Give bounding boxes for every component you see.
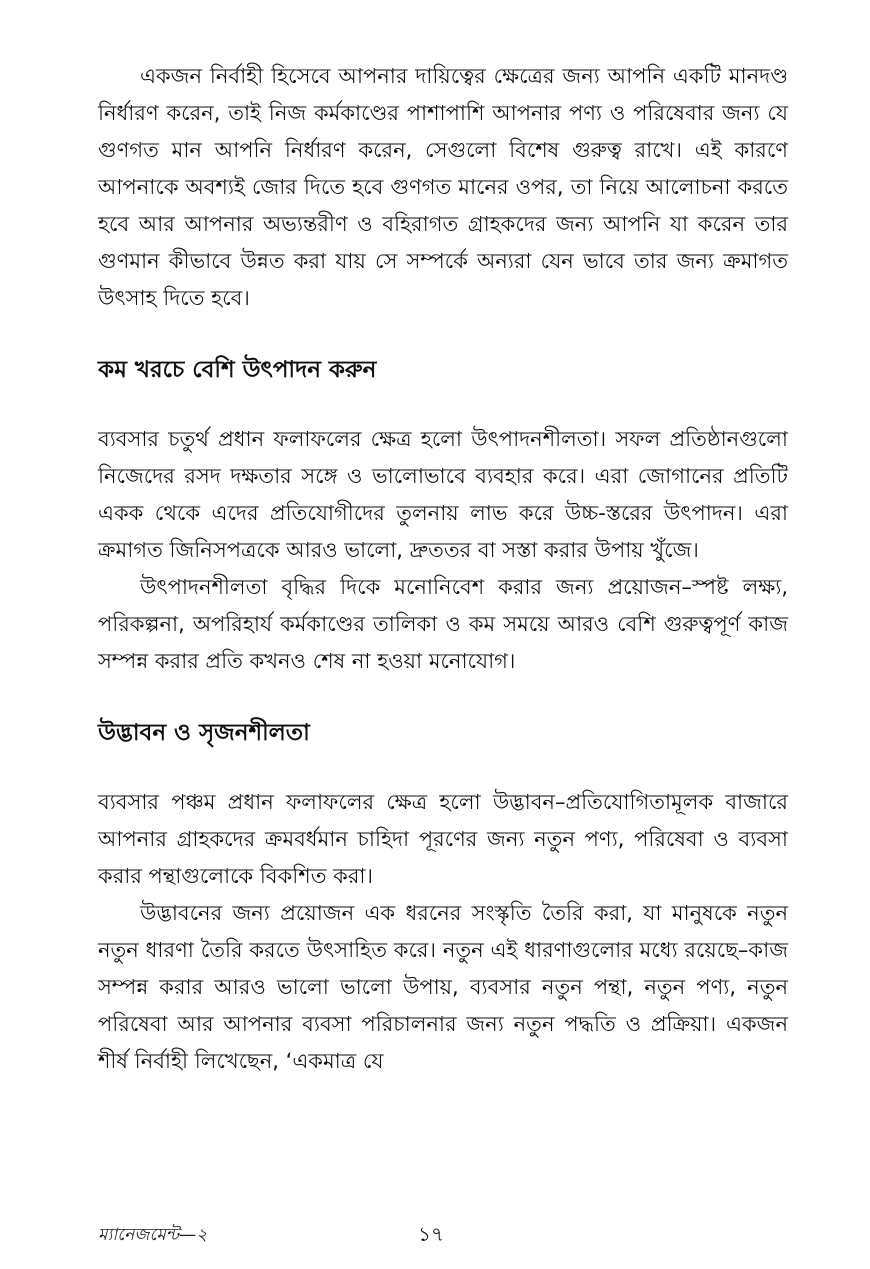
innovation-paragraph-2: উদ্ভাবনের জন্য প্রয়োজন এক ধরনের সংস্কৃতি তৈরি করা, যা মানুষকে নতুন নতুন ধারণা তৈরি করতে উৎসাহিত করে। নতুন এই ধারণাগুলোর মধ্যে রয়েছে–কাজ সম্পন্ন করার আরও ভালো ভালো উপায়, ব্যবসার নতুন পন্থা, নতুন পণ্য, নতুন পরিষেবা আর আপনার ব্যবসা পরিচালনার জন্য নতুন পদ্ধতি ও প্রক্রিয়া। একজন শীর্ষ নির্বাহী লিখেছেন, ‘একমাত্র যে	[98, 901, 788, 1073]
running-title: ম্যানেজমেন্ট—২	[98, 1225, 208, 1245]
page-body	[98, 58, 788, 1080]
page-footer	[98, 1222, 788, 1252]
section-heading-productivity: কম খরচে বেশি উৎপাদন করুন	[98, 357, 377, 383]
productivity-paragraph-2: উৎপাদনশীলতা বৃদ্ধির দিকে মনোনিবেশ করার জন্য প্রয়োজন–স্পষ্ট লক্ষ্য, পরিকল্পনা, অপরিহার্য কর্মকাণ্ডের তালিকা ও কম সময়ে আরও বেশি গুরুত্বপূর্ণ কাজ সম্পন্ন করার প্রতি কখনও শেষ না হওয়া মনোযোগ।	[98, 575, 788, 673]
page-number: ১৭	[418, 1222, 444, 1246]
productivity-paragraph-1: ব্যবসার চতুর্থ প্রধান ফলাফলের ক্ষেত্র হলো উৎপাদনশীলতা। সফল প্রতিষ্ঠানগুলো নিজেদের রসদ দক্ষতার সঙ্গে ও ভালোভাবে ব্যবহার করে। এরা জোগানের প্রতিটি একক থেকে এদের প্রতিযোগীদের তুলনায় লাভ করে উচ্চ-স্তরের উৎপাদন। এরা ক্রমাগত জিনিসপত্রকে আরও ভালো, দ্রুততর বা সস্তা করার উপায় খুঁজে।	[98, 427, 788, 562]
innovation-paragraph-1: ব্যবসার পঞ্চম প্রধান ফলাফলের ক্ষেত্র হলো উদ্ভাবন–প্রতিযোগিতামূলক বাজারে আপনার গ্রাহকদের ক্রমবর্ধমান চাহিদা পূরণের জন্য নতুন পণ্য, পরিষেবা ও ব্যবসা করার পন্থাগুলোকে বিকশিত করা।	[98, 790, 788, 888]
section-heading-innovation: উদ্ভাবন ও সৃজনশীলতা	[98, 720, 310, 746]
intro-paragraph: একজন নির্বাহী হিসেবে আপনার দায়িত্বের ক্ষেত্রের জন্য আপনি একটি মানদণ্ড নির্ধারণ করেন, তাই নিজ কর্মকাণ্ডের পাশাপাশি আপনার পণ্য ও পরিষেবার জন্য যে গুণগত মান আপনি নির্ধারণ করেন, সেগুলো বিশেষ গুরুত্ব রাখে। এই কারণে আপনাকে অবশ্যই জোর দিতে হবে গুণগত মানের ওপর, তা নিয়ে আলোচনা করতে হবে আর আপনার অভ্যন্তরীণ ও বহিরাগত গ্রাহকদের জন্য আপনি যা করেন তার গুণমান কীভাবে উন্নত করা যায় সে সম্পর্কে অন্যরা যেন ভাবে তার জন্য ক্রমাগত উৎসাহ দিতে হবে।	[98, 64, 788, 310]
